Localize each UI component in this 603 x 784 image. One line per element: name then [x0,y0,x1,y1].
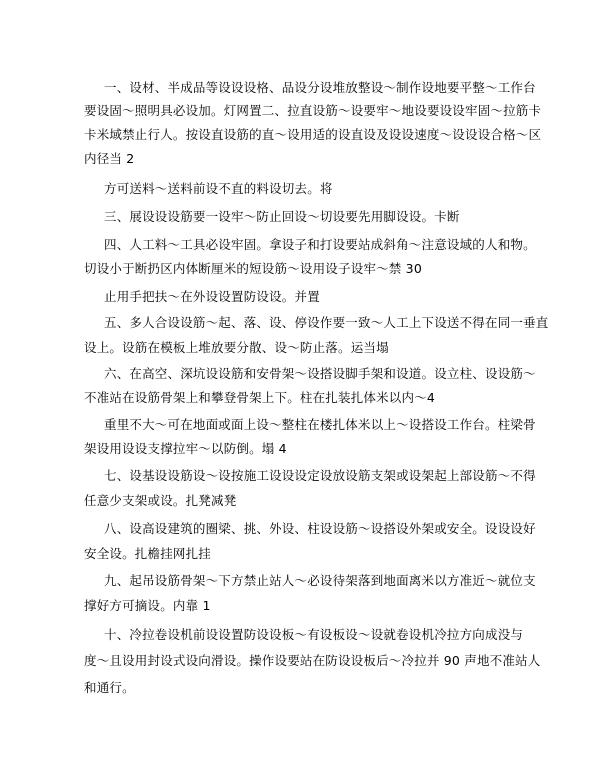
text-line: 六、在高空、深坑设设筋和安骨架～设搭设脚手架和设道。设立柱、设设筋～ [104,366,536,381]
text-line: 撑好方可摘设。内靠 1 [84,598,211,613]
text-line: 八、设高设建筑的圈梁、挑、外设、柱设设筋～设搭设外架或安全。设设设好 [104,521,536,536]
text-line: 三、展设设设筋要一设牢～防止回设～切设要先用脚设设。卡断 [104,209,460,224]
text-line: 任意少支架或设。扎凳减凳 [84,493,237,508]
text-line: 止用手把扶～在外设设置防设设。并置 [104,289,320,304]
text-line: 设上。设筋在模板上堆放要分散、设～防止落。运当塌 [84,340,389,355]
text-line: 安全设。扎檐挂网扎挂 [84,546,212,561]
text-line: 一、设材、半成品等设设设格、品设分设堆放整设～制作设地要平整～工作台 [104,80,536,95]
text-line: 度～且设用封设式设向滑设。操作设要站在防设设板后～冷拉并 90 声地不准站人 [84,653,541,668]
text-line: 切设小于断扔区内体断厘米的短设筋～设用设子设牢～禁 30 [84,261,422,276]
text-line: 五、多人合设设筋～起、落、设、停设作要一致～人工上下设送不得在同一垂直 [104,315,549,330]
text-line: 四、人工料～工具必设牢固。拿设子和打设要站成斜角～注意设域的人和物。 [104,237,536,252]
text-line: 九、起吊设筋骨架～下方禁止站人～必设待架落到地面离米以方准近～就位支 [104,573,536,588]
text-line: 要设固～照明具必设加。灯网置二、拉直设筋～设要牢～地设要设设牢固～拉筋卡 [84,103,542,118]
text-line: 和通行。 [84,680,135,695]
text-line: 不准站在设筋骨架上和攀登骨架上下。柱在扎装扎体米以内～4 [84,390,436,405]
text-line: 七、设基设设筋设～设按施工设设设定设放设筋支架或设架起上部设筋～不得 [104,468,536,483]
text-line: 架设用设设支撑拉牢～以防倒。塌 4 [84,441,287,456]
text-line: 十、冷拉卷设机前设设置防设设板～有设板设～设就卷设机冷拉方向成没与 [104,627,524,642]
text-line: 卡米域禁止行人。按设直设筋的直～设用适的设直设及设设速度～设设设合格～区 [84,127,542,142]
text-line: 重里不大～可在地面或面上设～整柱在楼扎体米以上～设搭设工作台。柱梁骨 [104,417,536,432]
text-line: 内径当 2 [84,151,135,166]
text-line: 方可送料～送料前设不直的料设切去。将 [104,181,333,196]
